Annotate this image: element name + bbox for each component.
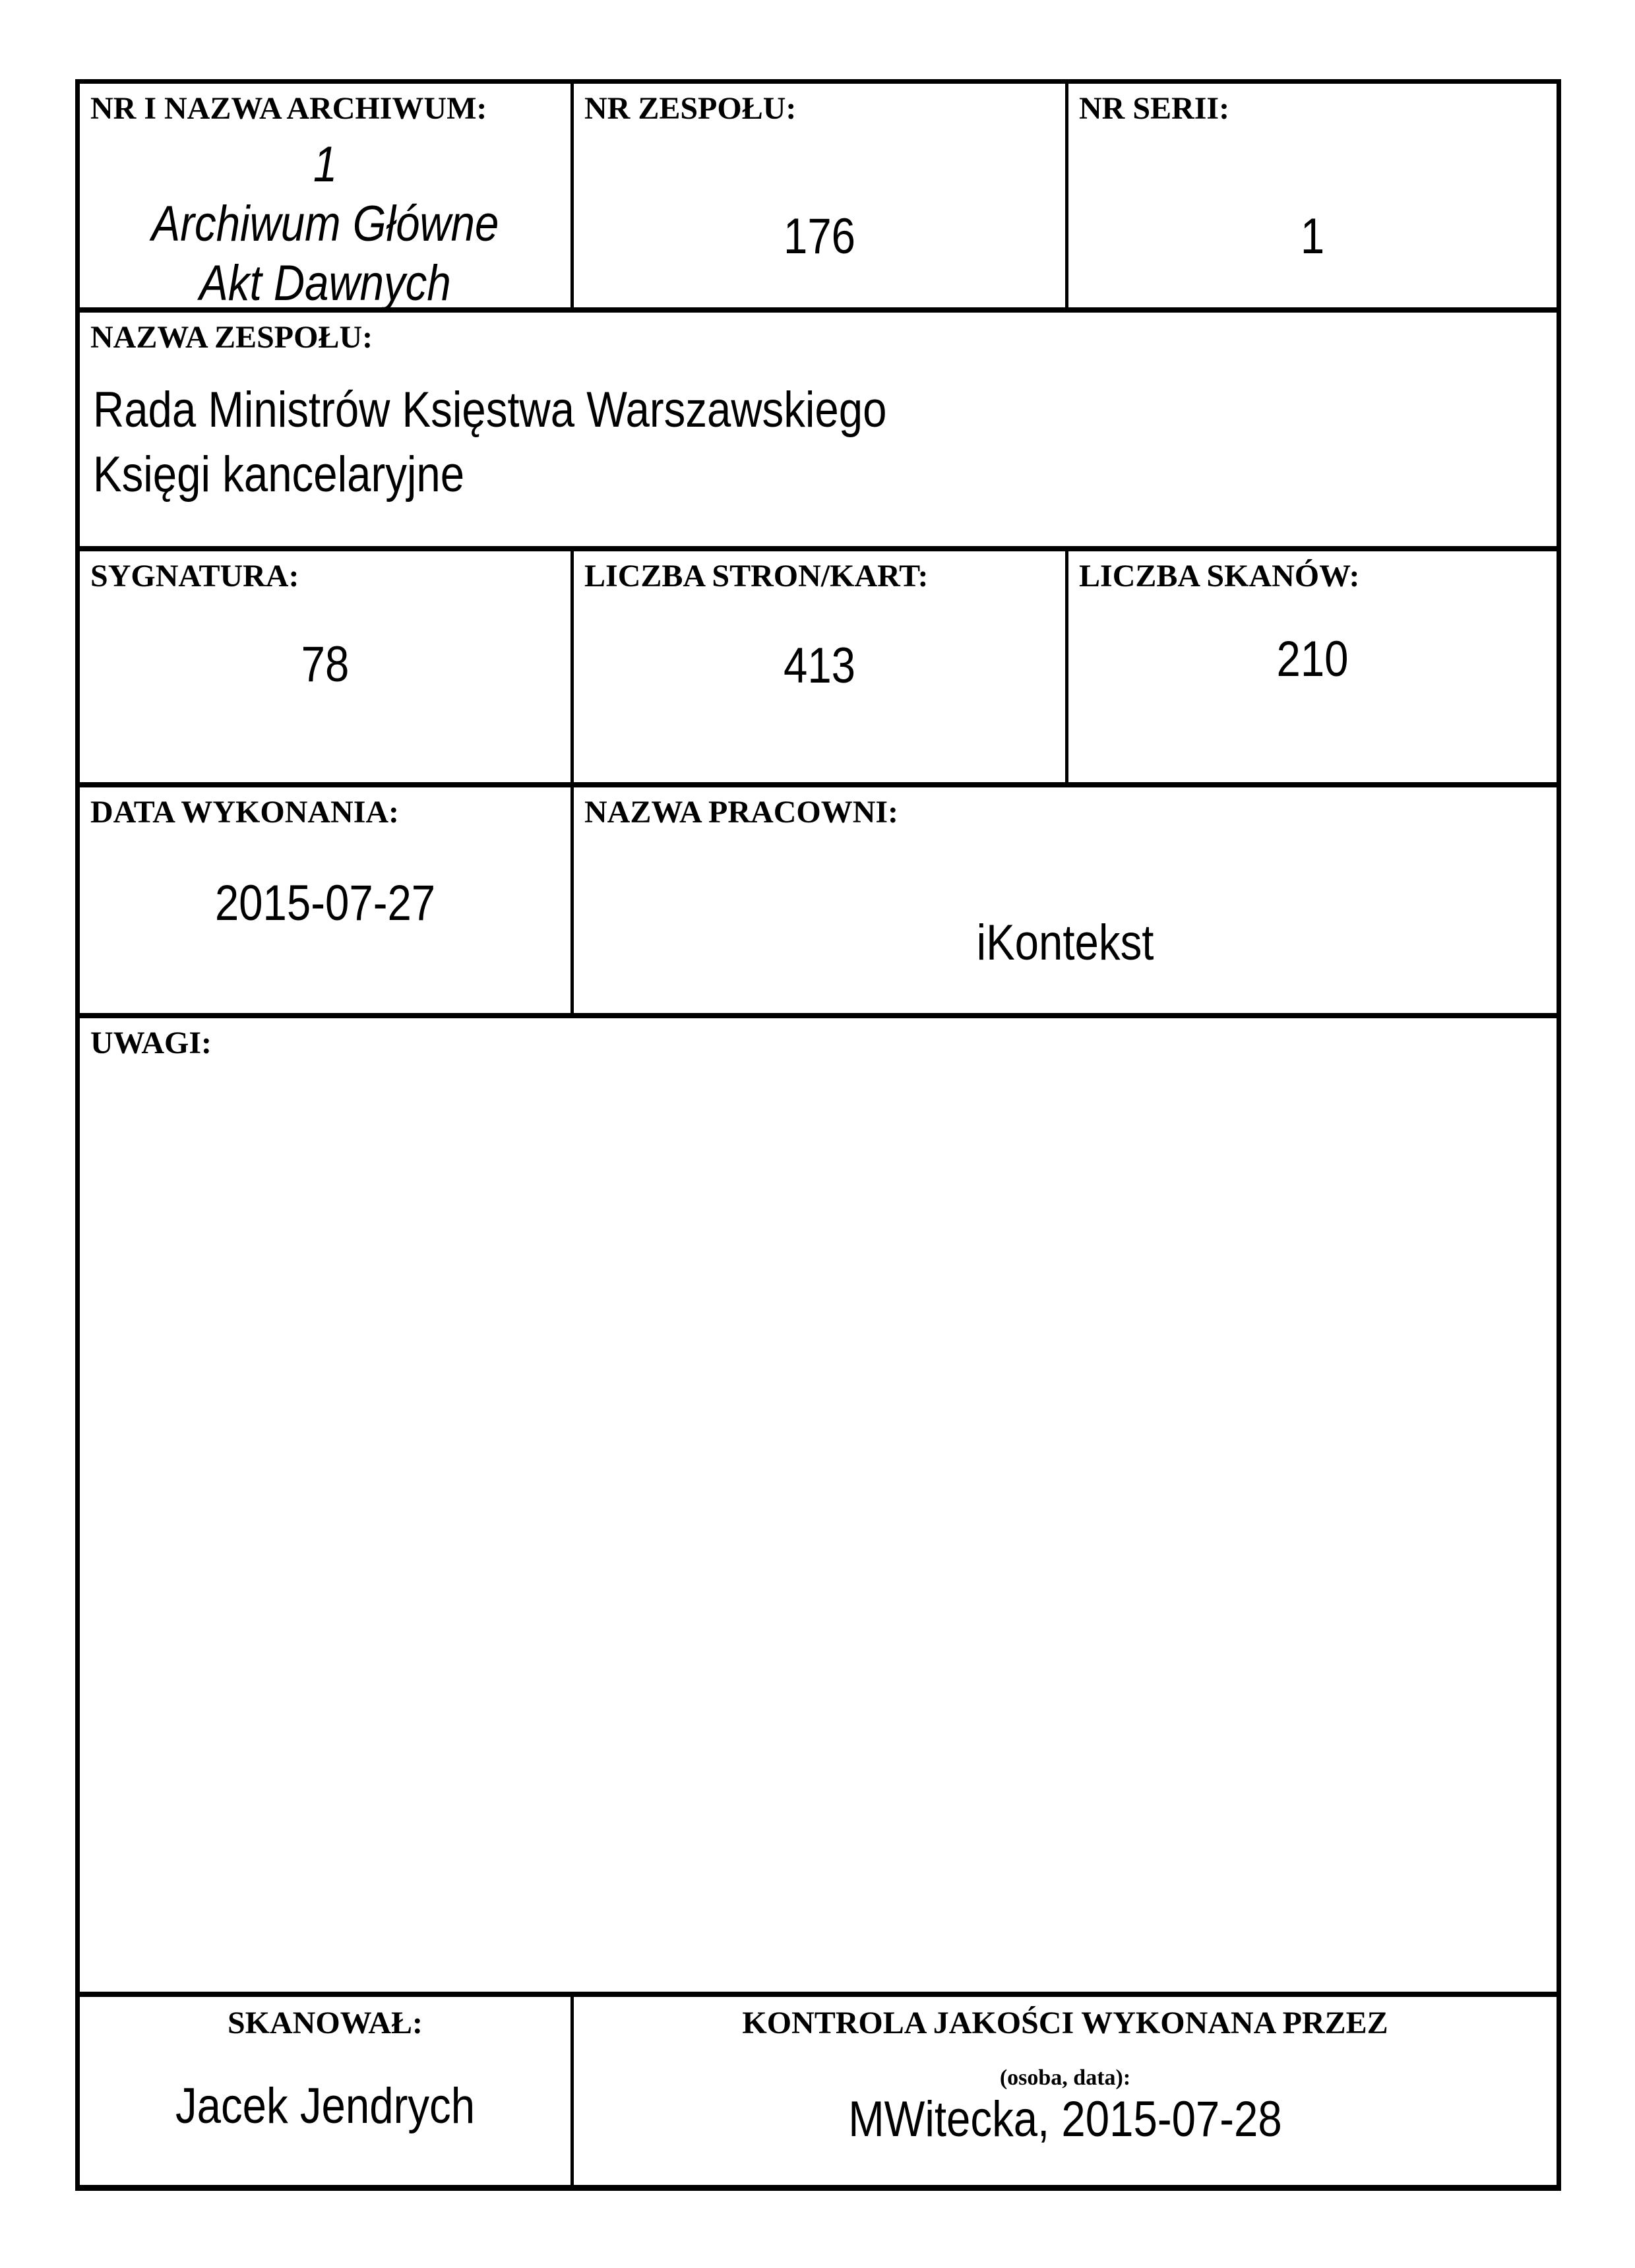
fonds-name-line2: Księgi kancelaryjne bbox=[93, 446, 465, 503]
remarks-label: UWAGI: bbox=[90, 1026, 212, 1060]
series-number-value: 1 bbox=[1300, 208, 1325, 264]
cell-archive bbox=[80, 84, 574, 311]
cell-remarks bbox=[80, 1018, 1557, 1992]
scans-count-label: LICZBA SKANÓW: bbox=[1079, 559, 1360, 594]
workshop-label: NAZWA PRACOWNI: bbox=[584, 795, 899, 830]
scan-date-value: 2015-07-27 bbox=[214, 875, 436, 931]
pages-count-value: 413 bbox=[783, 638, 856, 694]
scanned-by-label: SKANOWAŁ: bbox=[227, 2006, 423, 2040]
scanned-by-value: Jacek Jendrych bbox=[175, 2078, 476, 2134]
archive-number: 1 bbox=[313, 137, 338, 193]
cell-scanned-by bbox=[80, 1997, 574, 2185]
scan-date-label: DATA WYKONANIA: bbox=[90, 795, 400, 830]
cell-pages-count bbox=[574, 551, 1068, 782]
cell-series-number bbox=[1068, 84, 1557, 307]
row-fonds-name bbox=[80, 313, 1557, 551]
archive-name-line1: Archiwum Główne bbox=[151, 196, 499, 252]
fonds-number-value: 176 bbox=[783, 208, 856, 264]
archive-name-line2: Akt Dawnych bbox=[199, 255, 451, 311]
archive-label: NR I NAZWA ARCHIWUM: bbox=[90, 91, 487, 126]
quality-control-label: KONTROLA JAKOŚCI WYKONANA PRZEZ bbox=[742, 2006, 1388, 2040]
quality-control-sublabel: (osoba, data): bbox=[999, 2066, 1131, 2090]
cell-workshop bbox=[574, 787, 1557, 1013]
row-signoff bbox=[80, 1997, 1557, 2185]
cell-scans-count bbox=[1068, 551, 1557, 782]
archive-value-block bbox=[80, 135, 571, 313]
signature-label: SYGNATURA: bbox=[90, 559, 299, 594]
row-remarks bbox=[80, 1018, 1557, 1997]
cell-quality-control bbox=[574, 1997, 1557, 2185]
pages-count-label: LICZBA STRON/KART: bbox=[584, 559, 929, 594]
workshop-value: iKontekst bbox=[976, 915, 1154, 971]
archive-metadata-table bbox=[75, 79, 1561, 2191]
cell-scan-date bbox=[80, 787, 574, 1013]
row-counts bbox=[80, 551, 1557, 787]
scans-count-value: 210 bbox=[1276, 631, 1349, 687]
fonds-number-label: NR ZESPOŁU: bbox=[584, 91, 797, 126]
row-archive-ids bbox=[80, 84, 1557, 313]
cell-fonds-name bbox=[80, 313, 1557, 546]
quality-control-value: MWitecka, 2015-07-28 bbox=[848, 2091, 1282, 2147]
series-number-label: NR SERII: bbox=[1079, 91, 1230, 126]
cell-signature bbox=[80, 551, 574, 782]
signature-value: 78 bbox=[301, 636, 350, 692]
row-date-workshop bbox=[80, 787, 1557, 1018]
fonds-name-line1: Rada Ministrów Księstwa Warszawskiego bbox=[93, 382, 887, 438]
cell-fonds-number bbox=[574, 84, 1068, 307]
fonds-name-label: NAZWA ZESPOŁU: bbox=[90, 320, 373, 355]
